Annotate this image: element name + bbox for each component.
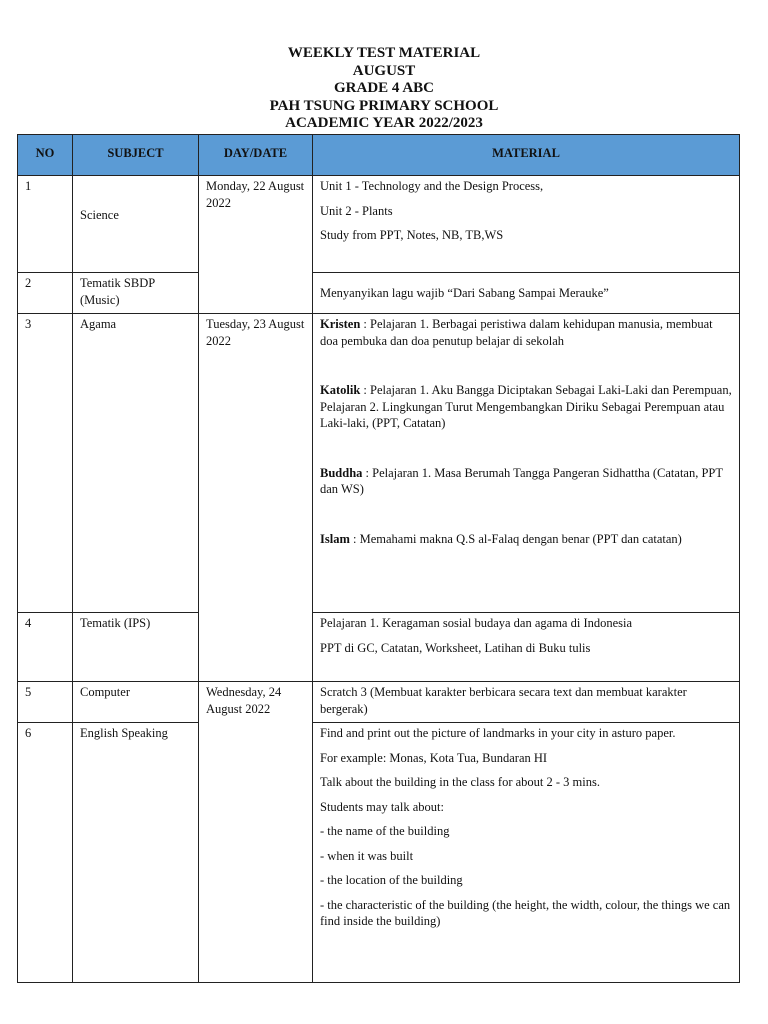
subject-cell: Tematik SBDP (Music) [73, 273, 199, 314]
table-row [18, 273, 740, 314]
title-line: PAH TSUNG PRIMARY SCHOOL [269, 97, 499, 114]
material-cell [313, 176, 740, 273]
material-cell [313, 723, 740, 983]
title-line: WEEKLY TEST MATERIAL [287, 45, 481, 61]
material-cell [313, 314, 740, 613]
material-line: - when it was built [320, 848, 414, 863]
religion-text: : Pelajaran 1. Aku Bangga Diciptakan Sebagai Laki-Laki dan Perempuan, Pelajaran 2. Lingkungan Turut Mengembangkan Diriku Sebagai Perempuan atau Laki-laki, (PPT, Catatan) [320, 383, 732, 430]
material-line: For example: Monas, Kota Tua, Bundaran HI [320, 750, 548, 765]
subject-cell: Agama [73, 314, 199, 613]
table-row [18, 314, 740, 613]
material-line: - the characteristic of the building (the height, the width, colour, the things we can find inside the building) [320, 897, 731, 928]
material-line: Students may talk about: [320, 799, 444, 814]
title-line: AUGUST [352, 62, 416, 79]
material-cell [313, 273, 740, 314]
material-line: - the name of the building [320, 824, 450, 838]
religion-name: Katolik [320, 383, 361, 397]
table-row [18, 176, 740, 273]
material-line: PPT di GC, Catatan, Worksheet, Latihan di Buku tulis [320, 640, 591, 655]
material-line: Unit 1 - Technology and the Design Process, [320, 179, 544, 193]
material-line: Find and print out the picture of landmarks in your city in asturo paper. [320, 726, 676, 740]
column-header-no: NO [18, 135, 73, 176]
religion-name: Kristen [320, 317, 361, 331]
title-line: GRADE 4 ABC [333, 80, 434, 96]
row-number: 6 [18, 723, 73, 983]
subject-cell: English Speaking [73, 723, 199, 983]
material-line: Scratch 3 (Membuat karakter berbicara secara text dan membuat karakter bergerak) [320, 685, 687, 716]
material-line: - the location of the building [320, 873, 463, 887]
row-number: 3 [18, 314, 73, 613]
column-header-date: DAY/DATE [199, 135, 313, 176]
schedule-table [17, 134, 740, 983]
row-number: 4 [18, 613, 73, 682]
religion-text: : Memahami makna Q.S al-Falaq dengan benar (PPT dan catatan) [349, 531, 682, 546]
date-cell: Tuesday, 23 August 2022 [199, 314, 313, 682]
title-line: ACADEMIC YEAR 2022/2023 [285, 115, 483, 131]
row-number: 2 [18, 273, 73, 314]
religion-text: : Pelajaran 1. Berbagai peristiwa dalam kehidupan manusia, membuat doa pembuka dan doa penutup belajar di sekolah [320, 317, 713, 348]
material-line: Menyanyikan lagu wajib “Dari Sabang Sampai Merauke” [320, 285, 609, 300]
religion-item [320, 531, 732, 548]
column-header-subject: SUBJECT [73, 135, 199, 176]
subject-cell: Science [73, 176, 199, 273]
religion-item [320, 316, 732, 349]
religion-text: : Pelajaran 1. Masa Berumah Tangga Pangeran Sidhattha (Catatan, PPT dan WS) [320, 465, 723, 496]
subject-cell: Computer [73, 682, 199, 723]
religion-name: Buddha [320, 465, 363, 480]
document-title [0, 45, 768, 133]
material-cell [313, 613, 740, 682]
date-cell: Wednesday, 24 August 2022 [199, 682, 313, 983]
table-row [18, 723, 740, 983]
table-row [18, 682, 740, 723]
material-line: Unit 2 - Plants [320, 203, 393, 218]
table-row [18, 613, 740, 682]
religion-item [320, 465, 732, 498]
material-line: Pelajaran 1. Keragaman sosial budaya dan agama di Indonesia [320, 616, 633, 630]
subject-cell: Tematik (IPS) [73, 613, 199, 682]
religion-name: Islam [320, 531, 350, 546]
column-header-material: MATERIAL [313, 135, 740, 176]
material-cell [313, 682, 740, 723]
table-header-row [18, 135, 740, 176]
row-number: 1 [18, 176, 73, 273]
date-cell: Monday, 22 August 2022 [199, 176, 313, 314]
material-line: Talk about the building in the class for about 2 - 3 mins. [320, 775, 600, 789]
row-number: 5 [18, 682, 73, 723]
material-line: Study from PPT, Notes, NB, TB,WS [320, 228, 504, 242]
religion-item [320, 382, 732, 432]
